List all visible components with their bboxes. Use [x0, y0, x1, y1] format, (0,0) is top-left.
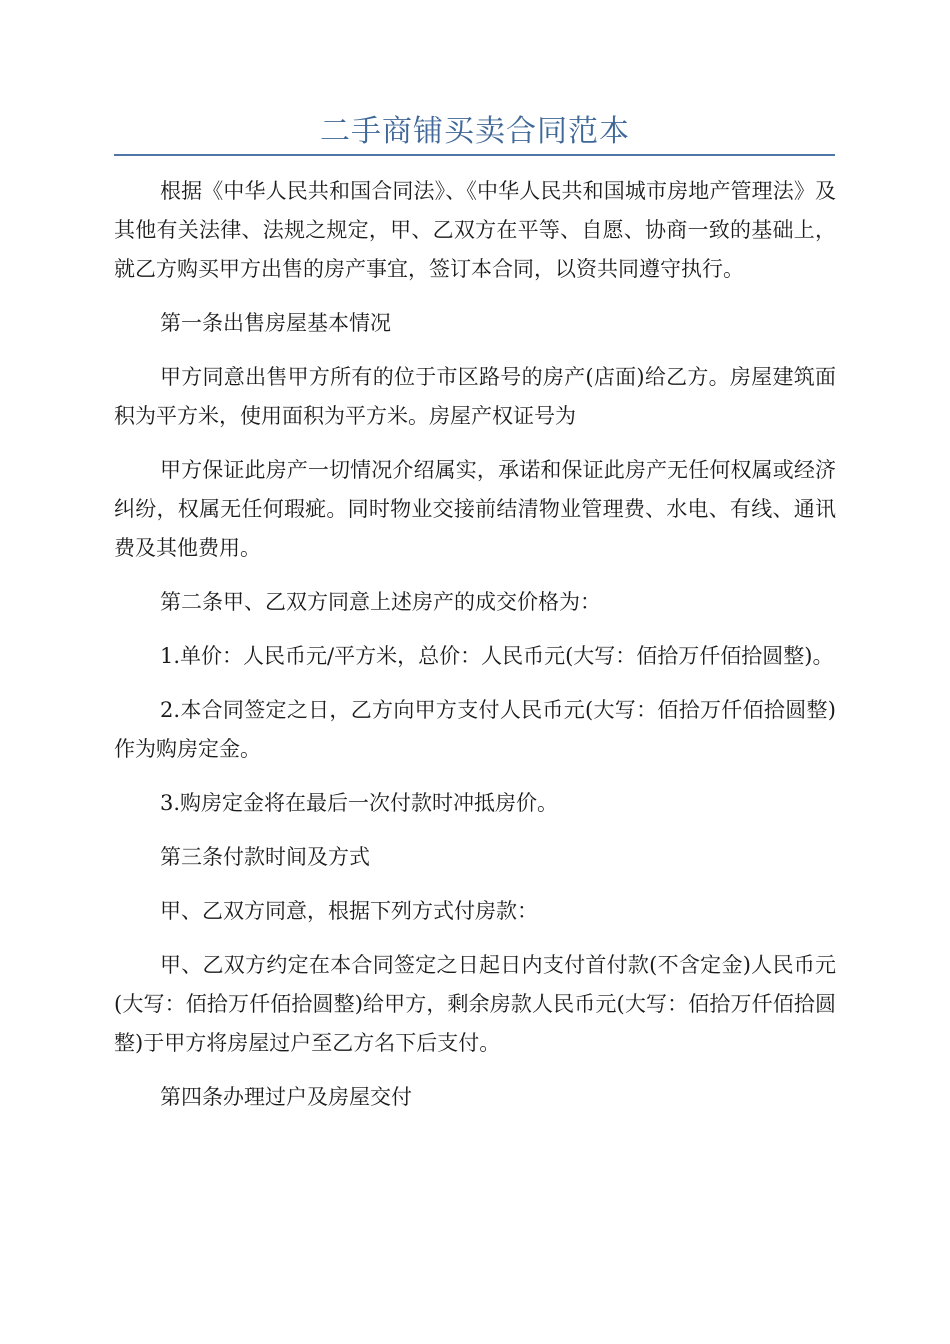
paragraph-preamble: 根据《中华人民共和国合同法》、《中华人民共和国城市房地产管理法》及其他有关法律、法规之规定，甲、乙双方在平等、自愿、协商一致的基础上，就乙方购买甲方出售的房产事宜，签订本合同，以资共同遵守执行。	[114, 179, 836, 281]
paragraph-payment-schedule: 甲、乙双方约定在本合同签定之日起日内支付首付款(不含定金)人民币元(大写：佰拾万仟佰拾圆整)给甲方，剩余房款人民币元(大写：佰拾万仟佰拾圆整)于甲方将房屋过户至乙方名下后支付。	[114, 953, 836, 1055]
paragraph-deposit-offset: 3.购房定金将在最后一次付款时冲抵房价。	[160, 791, 559, 815]
paragraph-article-1-heading: 第一条出售房屋基本情况	[160, 311, 391, 335]
paragraph-unit-price: 1.单价：人民币元/平方米，总价：人民币元(大写：佰拾万仟佰拾圆整)。	[160, 644, 834, 668]
paragraph-article-3-heading: 第三条付款时间及方式	[160, 845, 370, 869]
paragraph-property-location: 甲方同意出售甲方所有的位于市区路号的房产(店面)给乙方。房屋建筑面积为平方米，使用面积为平方米。房屋产权证号为	[114, 365, 836, 428]
document-title: 二手商铺买卖合同范本	[320, 114, 630, 149]
title-underline	[114, 154, 835, 156]
document-body	[114, 172, 836, 1132]
paragraph-article-4-heading: 第四条办理过户及房屋交付	[160, 1085, 412, 1109]
paragraph-article-2-heading: 第二条甲、乙双方同意上述房产的成交价格为：	[160, 590, 601, 614]
paragraph-seller-guarantee: 甲方保证此房产一切情况介绍属实，承诺和保证此房产无任何权属或经济纠纷，权属无任何瑕疵。同时物业交接前结清物业管理费、水电、有线、通讯费及其他费用。	[114, 458, 836, 560]
paragraph-payment-agreement: 甲、乙双方同意，根据下列方式付房款：	[160, 899, 538, 923]
paragraph-deposit: 2.本合同签定之日，乙方向甲方支付人民币元(大写：佰拾万仟佰拾圆整)作为购房定金。	[114, 698, 836, 761]
